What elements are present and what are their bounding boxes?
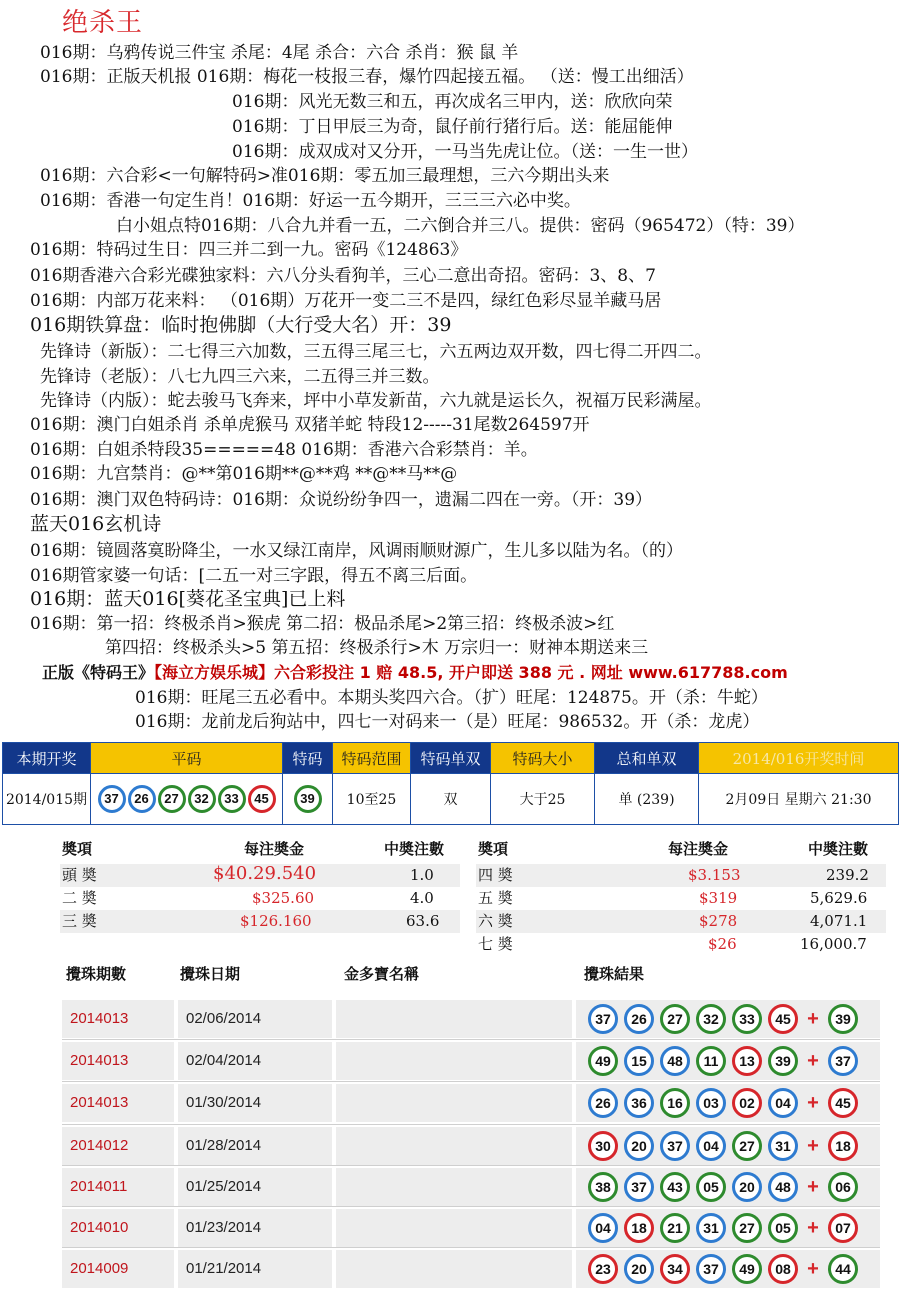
- prize-count: 4.0: [410, 889, 434, 907]
- history-header-name: 金多寶名稱: [344, 965, 420, 983]
- special-ball: 07: [828, 1213, 858, 1243]
- lottery-ball: 36: [624, 1088, 654, 1118]
- prize-count: 16,000.7: [800, 935, 867, 953]
- prize-count: 4,071.1: [810, 912, 868, 930]
- text-line: 先锋诗（内版）：蛇去骏马飞奔来，坪中小草发新苗，六九就是运长久，祝福万民彩满屋。: [40, 391, 712, 411]
- text-line: 先锋诗（老版）：八七九四三六来，二五得三并三数。: [40, 367, 440, 387]
- header-next-draw-time: 2014/016开奖时间: [699, 743, 899, 774]
- lottery-ball: 48: [768, 1172, 798, 1202]
- text-line: 016期：正版天机报 016期：梅花一枝报三春，爆竹四起接五福。 （送：慢工出细活）: [40, 67, 694, 87]
- history-row: [62, 1000, 880, 1038]
- history-cell: [336, 1168, 572, 1206]
- prize-count: 63.6: [406, 912, 440, 930]
- header-special-odd-even: 特码单双: [411, 743, 491, 774]
- text-line: 016期：第一招：终极杀肖>猴虎 第二招：极品杀尾>2第三招：终极杀波>红: [30, 614, 615, 634]
- text-line: 016期：镜圆落寞盼降尘，一水又绿江南岸，风调雨顺财源广，生儿多以陆为名。（的）: [30, 541, 683, 561]
- special-range-value: 10至25: [333, 774, 411, 825]
- history-row: [62, 1084, 880, 1122]
- prize-header-count: 中奬注數: [384, 840, 445, 858]
- history-row: [62, 1042, 880, 1080]
- prize-name: 四 奬: [478, 866, 513, 884]
- regular-balls: [91, 774, 283, 825]
- lottery-ball: 05: [768, 1213, 798, 1243]
- row-divider: [62, 1124, 880, 1125]
- history-period: 2014013: [70, 1010, 129, 1027]
- lottery-ball: 39: [768, 1046, 798, 1076]
- lottery-ball: 13: [732, 1046, 762, 1076]
- text-line: 016期：蓝天016[葵花圣宝典]已上料: [30, 588, 346, 610]
- text-line: 016期：丁日甲辰三为奇，鼠仔前行猪行后。送：能屈能伸: [232, 117, 673, 137]
- lottery-ball: 33: [218, 785, 246, 813]
- text-line: 016期：澳门双色特码诗：016期：众说纷纷争四一，遗漏二四在一旁。（开：39）: [30, 490, 653, 510]
- prize-money: $319: [699, 889, 738, 907]
- lottery-ball: 20: [624, 1131, 654, 1161]
- text-line: 016期：澳门白姐杀肖 杀单虎猴马 双猪羊蛇 特段12-----31尾数264597开: [30, 415, 590, 435]
- lottery-ball: 16: [660, 1088, 690, 1118]
- history-period: 2014013: [70, 1052, 129, 1069]
- special-ball: 39: [828, 1004, 858, 1034]
- history-period: 2014012: [70, 1137, 129, 1154]
- plus-icon: +: [807, 1175, 819, 1198]
- sum-value: 单 (239): [595, 774, 699, 825]
- lottery-ball: 21: [660, 1213, 690, 1243]
- plus-icon: +: [807, 1134, 819, 1157]
- prize-header-money: 每注奬金: [244, 840, 305, 858]
- row-divider: [62, 1081, 880, 1082]
- text-line: 016期：白姐杀特段35=====48 016期：香港六合彩禁肖：羊。: [30, 440, 538, 460]
- lottery-ball: 34: [660, 1254, 690, 1284]
- text-line: 016期：九宫禁肖：@**第016期**@**鸡 **@**马**@: [30, 464, 458, 484]
- header-sum-odd-even: 总和单双: [595, 743, 699, 774]
- row-divider: [62, 1206, 880, 1207]
- history-balls: [585, 1131, 861, 1161]
- lottery-ball: 04: [768, 1088, 798, 1118]
- header-regular-numbers: 平码: [91, 743, 283, 774]
- lottery-ball: 27: [732, 1131, 762, 1161]
- lottery-ball: 20: [732, 1172, 762, 1202]
- lottery-ball: 04: [588, 1213, 618, 1243]
- lottery-ball: 49: [732, 1254, 762, 1284]
- plus-icon: +: [807, 1049, 819, 1072]
- lottery-ball: 27: [732, 1213, 762, 1243]
- history-date: 01/21/2014: [186, 1260, 262, 1277]
- text-line: 016期：内部万花来料： （016期）万花开一变二三不是四，绿红色彩尽显羊藏马居: [30, 291, 662, 311]
- special-ball: 45: [828, 1088, 858, 1118]
- history-date: 02/04/2014: [186, 1052, 262, 1069]
- lottery-ball: 30: [588, 1131, 618, 1161]
- lottery-ball: 33: [732, 1004, 762, 1034]
- text-line: 016期：成双成对又分开，一马当先虎让位。（送：一生一世）: [232, 142, 698, 162]
- history-balls: [585, 1213, 861, 1243]
- history-row: [62, 1168, 880, 1206]
- lottery-ball: 15: [624, 1046, 654, 1076]
- prize-header-count: 中奬注數: [808, 840, 869, 858]
- prize-name: 二 奬: [62, 889, 97, 907]
- history-cell: [336, 1084, 572, 1122]
- lottery-ball: 37: [660, 1131, 690, 1161]
- history-cell: [336, 1209, 572, 1247]
- prize-money: $3.153: [688, 866, 741, 884]
- lottery-ball: 18: [624, 1213, 654, 1243]
- lottery-ball: 38: [588, 1172, 618, 1202]
- row-divider: [62, 1247, 880, 1248]
- plus-icon: +: [807, 1257, 819, 1280]
- special-ball: 44: [828, 1254, 858, 1284]
- lottery-ball: 37: [624, 1172, 654, 1202]
- history-balls: [585, 1172, 861, 1202]
- history-cell: [336, 1000, 572, 1038]
- history-date: 01/28/2014: [186, 1137, 262, 1154]
- lottery-ball: 20: [624, 1254, 654, 1284]
- header-current-draw: 本期开奖: [3, 743, 91, 774]
- special-ball: 18: [828, 1131, 858, 1161]
- lottery-ball: 27: [158, 785, 186, 813]
- special-ball-cell: [283, 774, 333, 825]
- text-line: 016期：六合彩<一句解特码>准016期：零五加三最理想，三六今期出头来: [40, 166, 610, 186]
- lottery-ball: 26: [128, 785, 156, 813]
- prize-name: 七 奬: [478, 935, 513, 953]
- history-header-date: 攪珠日期: [180, 965, 241, 983]
- prize-money: $40.29.540: [213, 863, 317, 884]
- lottery-ball: 31: [696, 1213, 726, 1243]
- promo-prefix: 正版《特码王》: [42, 663, 155, 682]
- prize-header-name: 奬項: [478, 840, 509, 858]
- prize-header-money: 每注奬金: [668, 840, 729, 858]
- text-line: 先锋诗（新版）：二七得三六加数，三五得三尾三七，六五两边双开数，四七得二开四二。: [40, 342, 712, 362]
- text-line: 016期：乌鸦传说三件宝 杀尾：4尾 杀合：六合 杀肖：猴 鼠 羊: [40, 43, 519, 63]
- special-ball: 39: [294, 785, 322, 813]
- draw-period: 2014/015期: [3, 774, 91, 825]
- history-date: 01/23/2014: [186, 1219, 262, 1236]
- history-row: [62, 1209, 880, 1247]
- text-line: 016期：龙前龙后狗站中，四七一对码来一（是）旺尾：986532。开（杀：龙虎）: [135, 712, 760, 732]
- plus-icon: +: [807, 1007, 819, 1030]
- prize-name: 三 奬: [62, 912, 97, 930]
- lottery-ball: 37: [98, 785, 126, 813]
- lottery-ball: 37: [696, 1254, 726, 1284]
- prize-money: $278: [699, 912, 738, 930]
- history-date: 01/25/2014: [186, 1178, 262, 1195]
- plus-icon: +: [807, 1216, 819, 1239]
- special-size-value: 大于25: [491, 774, 595, 825]
- text-line: 016期管家婆一句话：[二五一对三字跟，得五不离三后面。: [30, 566, 478, 586]
- prize-count: 1.0: [410, 866, 434, 884]
- special-odd-even-value: 双: [411, 774, 491, 825]
- history-date: 01/30/2014: [186, 1094, 262, 1111]
- history-row: [62, 1127, 880, 1165]
- prize-name: 頭 奬: [62, 866, 97, 884]
- history-cell: [336, 1127, 572, 1165]
- history-date: 02/06/2014: [186, 1010, 262, 1027]
- special-ball: 37: [828, 1046, 858, 1076]
- lottery-ball: 43: [660, 1172, 690, 1202]
- history-period: 2014013: [70, 1094, 129, 1111]
- row-divider: [62, 1039, 880, 1040]
- history-balls: [585, 1004, 861, 1034]
- prize-name: 六 奬: [478, 912, 513, 930]
- lottery-ball: 45: [248, 785, 276, 813]
- prize-money: $126.160: [240, 912, 312, 930]
- promo-line: [42, 663, 788, 683]
- header-special-range: 特码范围: [333, 743, 411, 774]
- lottery-ball: 04: [696, 1131, 726, 1161]
- prize-count: 5,629.6: [810, 889, 868, 907]
- special-ball: 06: [828, 1172, 858, 1202]
- lottery-ball: 48: [660, 1046, 690, 1076]
- text-line: 016期铁算盘：临时抱佛脚（大行受大名）开：39: [30, 314, 452, 336]
- text-line: 016期：旺尾三五必看中。本期头奖四六合。（扩）旺尾：124875。开（杀：牛蛇）: [135, 688, 768, 708]
- prize-header-name: 奬項: [62, 840, 93, 858]
- lottery-ball: 31: [768, 1131, 798, 1161]
- prize-name: 五 奬: [478, 889, 513, 907]
- lottery-ball: 23: [588, 1254, 618, 1284]
- lottery-ball: 11: [696, 1046, 726, 1076]
- history-cell: [336, 1250, 572, 1288]
- text-line: 白小姐点特016期：八合九并看一五，二六倒合并三八。提供：密码（965472）（特：39）: [116, 216, 805, 236]
- text-line: 016期：香港一句定生肖！016期：好运一五今期开，三三三六必中奖。: [40, 191, 581, 211]
- plus-icon: +: [807, 1091, 819, 1114]
- lottery-ball: 03: [696, 1088, 726, 1118]
- history-row: [62, 1250, 880, 1288]
- lottery-ball: 26: [624, 1004, 654, 1034]
- history-balls: [585, 1046, 861, 1076]
- lottery-ball: 26: [588, 1088, 618, 1118]
- history-header-period: 攪珠期數: [66, 965, 127, 983]
- history-cell: [336, 1042, 572, 1080]
- history-period: 2014011: [70, 1178, 128, 1195]
- lottery-ball: 05: [696, 1172, 726, 1202]
- text-line: 蓝天016玄机诗: [30, 513, 162, 535]
- lottery-ball: 45: [768, 1004, 798, 1034]
- history-period: 2014009: [70, 1260, 129, 1277]
- lottery-ball: 49: [588, 1046, 618, 1076]
- text-line: 016期香港六合彩光碟独家料：六八分头看狗羊，三心二意出奇招。密码：3、8、7: [30, 266, 656, 286]
- text-line: 016期：特码过生日：四三并二到一九。密码《124863》: [30, 240, 468, 260]
- lottery-ball: 27: [660, 1004, 690, 1034]
- prize-count: 239.2: [826, 866, 869, 884]
- header-special-size: 特码大小: [491, 743, 595, 774]
- history-balls: [585, 1088, 861, 1118]
- prize-money: $26: [708, 935, 737, 953]
- lottery-ball: 37: [588, 1004, 618, 1034]
- lottery-ball: 08: [768, 1254, 798, 1284]
- page-title: 绝杀王: [62, 8, 144, 38]
- next-draw-time-value: 2月09日 星期六 21:30: [699, 774, 899, 825]
- history-period: 2014010: [70, 1219, 129, 1236]
- lottery-ball: 32: [696, 1004, 726, 1034]
- row-divider: [62, 1165, 880, 1166]
- lottery-ball: 32: [188, 785, 216, 813]
- header-special-number: 特码: [283, 743, 333, 774]
- history-header-result: 攪珠結果: [584, 965, 645, 983]
- prize-money: $325.60: [252, 889, 315, 907]
- history-balls: [585, 1254, 861, 1284]
- promo-ad: 【海立方娱乐城】六合彩投注 1 赔 48.5, 开户即送 388 元 . 网址 www.617788.com: [154, 663, 788, 682]
- lottery-ball: 02: [732, 1088, 762, 1118]
- text-line: 第四招：终极杀头>5 第五招：终极杀行>木 万宗归一：财神本期送来三: [105, 638, 649, 658]
- text-line: 016期：风光无数三和五，再次成名三甲内，送：欣欣向荣: [232, 92, 673, 112]
- draw-result-table: [2, 742, 899, 825]
